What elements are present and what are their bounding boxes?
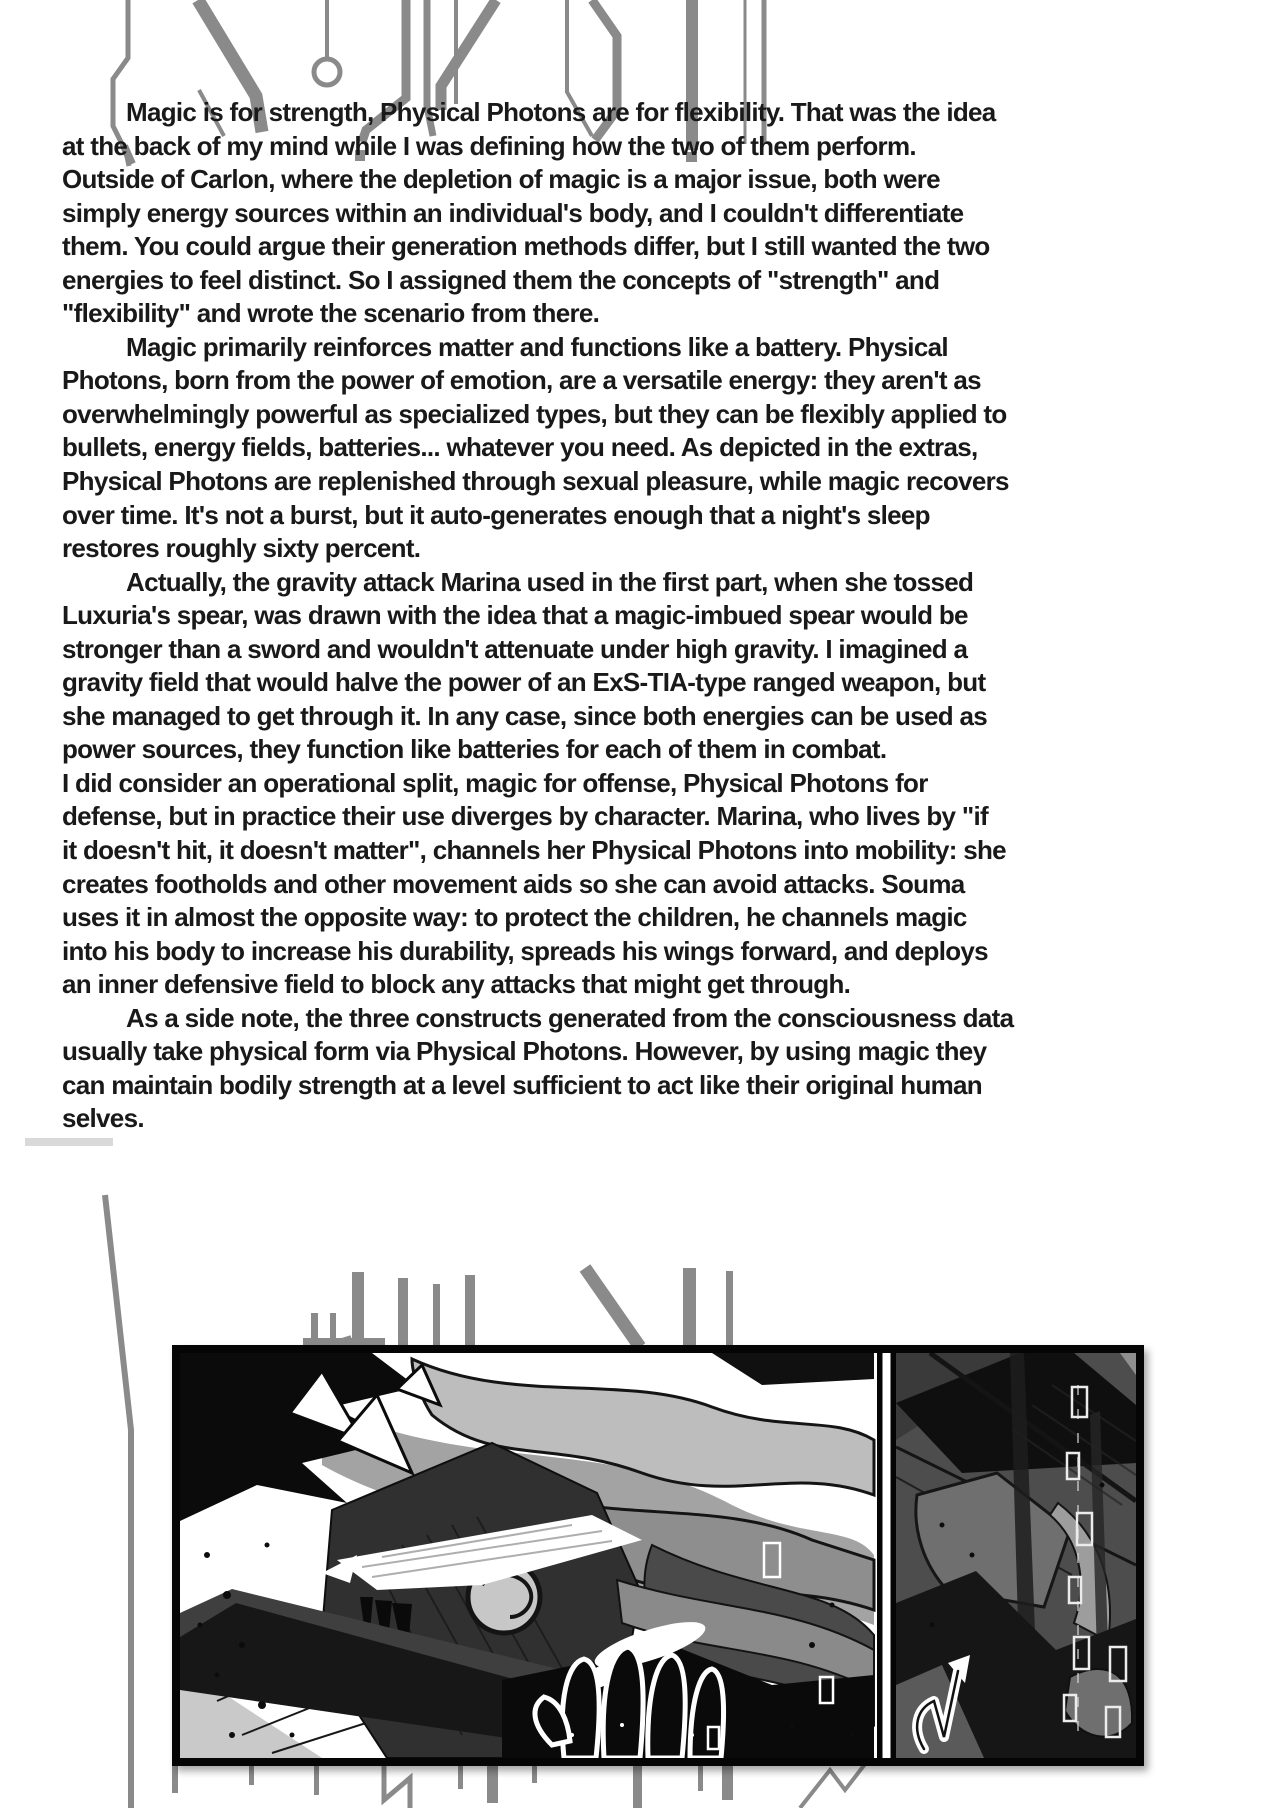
article-line: energies to feel distinct. So I assigned them the concepts of "strength" and bbox=[62, 264, 940, 295]
article-line: Physical Photons are replenished through sexual pleasure, while magic recovers bbox=[62, 466, 1009, 497]
manga-panel-block bbox=[172, 1345, 1144, 1766]
article-line: simply energy sources within an individual's body, and I couldn't differentiate bbox=[62, 197, 964, 228]
article-line: Luxuria's spear, was drawn with the idea that a magic-imbued spear would be bbox=[62, 600, 968, 631]
article-line: "flexibility" and wrote the scenario from there. bbox=[62, 298, 600, 329]
article-line: she managed to get through it. In any case, since both energies can be used as bbox=[62, 700, 987, 731]
article-line: creates footholds and other movement aids so she can avoid attacks. Souma bbox=[62, 868, 965, 899]
article-line: selves. bbox=[62, 1103, 144, 1134]
manga-panel-artwork bbox=[172, 1345, 1144, 1766]
article-line: restores roughly sixty percent. bbox=[62, 533, 421, 564]
article-line: uses it in almost the opposite way: to protect the children, he channels magic bbox=[62, 902, 967, 933]
panel-gutter bbox=[883, 1353, 891, 1758]
article-line: into his body to increase his durability, spreads his wings forward, and deploys bbox=[62, 935, 988, 966]
article-line: at the back of my mind while I was defining how the two of them perform. bbox=[62, 130, 916, 161]
article-line: Actually, the gravity attack Marina used in the first part, when she tossed bbox=[126, 566, 974, 597]
article-line: can maintain bodily strength at a level sufficient to act like their original human bbox=[62, 1069, 982, 1100]
article-line: Magic is for strength, Physical Photons are for flexibility. That was the idea bbox=[126, 97, 996, 127]
article-line: I did consider an operational split, magic for offense, Physical Photons for bbox=[62, 767, 928, 798]
article-line: overwhelmingly powerful as specialized types, but they can be flexibly applied to bbox=[62, 398, 1007, 429]
article-text bbox=[62, 96, 1122, 1136]
article-line: it doesn't hit, it doesn't matter", channels her Physical Photons into mobility: she bbox=[62, 835, 1006, 866]
article-line: over time. It's not a burst, but it auto-generates enough that a night's sleep bbox=[62, 499, 930, 530]
article-line: them. You could argue their generation methods differ, but I still wanted the two bbox=[62, 231, 990, 262]
article-line: bullets, energy fields, batteries... whatever you need. As depicted in the extras, bbox=[62, 432, 978, 463]
article-line: usually take physical form via Physical Photons. However, by using magic they bbox=[62, 1036, 987, 1067]
article-line: As a side note, the three constructs generated from the consciousness data bbox=[126, 1002, 1014, 1033]
article-line: stronger than a sword and wouldn't attenuate under high gravity. I imagined a bbox=[62, 633, 968, 664]
manga-panel-left bbox=[180, 1353, 877, 1758]
article-line: Photons, born from the power of emotion, are a versatile energy: they aren't as bbox=[62, 365, 981, 396]
article-line: gravity field that would halve the power of an ExS-TIA-type ranged weapon, but bbox=[62, 667, 986, 698]
article-line: Outside of Carlon, where the depletion of magic is a major issue, both were bbox=[62, 164, 940, 195]
article-line: Magic primarily reinforces matter and functions like a battery. Physical bbox=[126, 331, 948, 362]
article-line: defense, but in practice their use diverges by character. Marina, who lives by "if bbox=[62, 801, 988, 832]
manga-panel-right bbox=[896, 1353, 1136, 1758]
article-line: power sources, they function like batteries for each of them in combat. bbox=[62, 734, 887, 765]
article-line: an inner defensive field to block any attacks that might get through. bbox=[62, 969, 851, 1000]
